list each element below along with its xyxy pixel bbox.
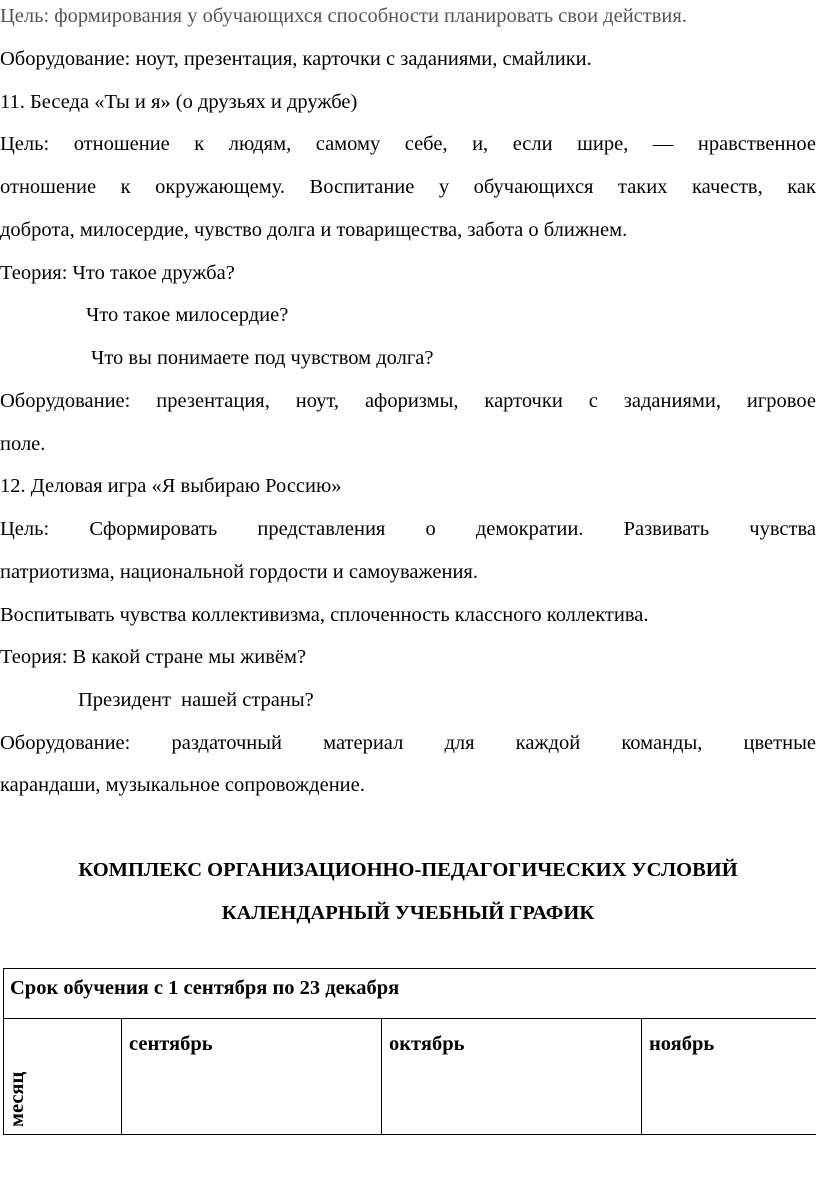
word: к bbox=[120, 176, 131, 198]
word: демократии. bbox=[475, 518, 584, 540]
goal-planning-line: Цель: формирования у обучающихся способности планировать свои действия. bbox=[0, 5, 687, 27]
column-divider bbox=[641, 1019, 642, 1134]
schedule-table bbox=[3, 968, 816, 1135]
word: презентация, bbox=[156, 390, 270, 412]
word: материал bbox=[323, 732, 404, 754]
theory-line-11b: Что такое милосердие? bbox=[86, 304, 289, 326]
word: — bbox=[652, 133, 674, 155]
month-row-label: месяц bbox=[6, 1071, 28, 1127]
equipment-line-11a bbox=[0, 388, 816, 414]
goal-line-11a bbox=[0, 131, 816, 157]
word: заданиями, bbox=[623, 390, 721, 412]
word: шире, bbox=[577, 133, 629, 155]
word: с bbox=[588, 390, 598, 412]
word: у bbox=[438, 176, 450, 198]
section-heading: КОМПЛЕКС ОРГАНИЗАЦИОННО-ПЕДАГОГИЧЕСКИХ УСЛОВИЙ bbox=[78, 859, 738, 881]
word: окружающему. bbox=[155, 176, 286, 198]
column-divider bbox=[381, 1019, 382, 1134]
theory-line-12a: Теория: В какой стране мы живём? bbox=[0, 646, 307, 668]
word: как bbox=[787, 176, 816, 198]
equipment-line-1: Оборудование: ноут, презентация, карточки с заданиями, смайлики. bbox=[0, 48, 592, 70]
word: Сформировать bbox=[89, 518, 218, 540]
word: людям, bbox=[228, 133, 292, 155]
word: карточки bbox=[484, 390, 563, 412]
word: нравственное bbox=[697, 133, 816, 155]
equipment-line-11b: поле. bbox=[0, 433, 46, 455]
word: Развивать bbox=[623, 518, 710, 540]
word: игровое bbox=[746, 390, 816, 412]
word: каждой bbox=[515, 732, 581, 754]
item-11-title: 11. Беседа «Ты и я» (о друзьях и дружбе) bbox=[0, 91, 358, 113]
word: цветные bbox=[743, 732, 816, 754]
word: Воспитание bbox=[309, 176, 415, 198]
word: Оборудование: bbox=[0, 732, 131, 754]
column-divider bbox=[121, 1019, 122, 1134]
word: если bbox=[512, 133, 553, 155]
word: и, bbox=[472, 133, 489, 155]
table-header-row bbox=[4, 969, 816, 1019]
word: Цель: bbox=[0, 518, 50, 540]
word: качеств, bbox=[692, 176, 763, 198]
word: представления bbox=[257, 518, 386, 540]
word: таких bbox=[618, 176, 668, 198]
goal-line-12a bbox=[0, 516, 816, 542]
word: Цель: bbox=[0, 133, 50, 155]
word: команды, bbox=[621, 732, 703, 754]
month-cell-october: октябрь bbox=[389, 1033, 465, 1055]
word: себе, bbox=[404, 133, 448, 155]
goal-line-12c: Воспитывать чувства коллективизма, сплоченность классного коллектива. bbox=[0, 604, 649, 626]
word: раздаточный bbox=[171, 732, 282, 754]
word: отношение bbox=[73, 133, 170, 155]
goal-line-11c: доброта, милосердие, чувство долга и товарищества, забота о ближнем. bbox=[0, 219, 628, 241]
word: обучающихся bbox=[473, 176, 594, 198]
schedule-heading: КАЛЕНДАРНЫЙ УЧЕБНЫЙ ГРАФИК bbox=[221, 902, 595, 924]
month-cell-september: сентябрь bbox=[129, 1033, 213, 1055]
month-cell-november: ноябрь bbox=[649, 1033, 715, 1055]
item-12-title: 12. Деловая игра «Я выбираю Россию» bbox=[0, 475, 342, 497]
theory-line-11a: Теория: Что такое дружба? bbox=[0, 262, 235, 284]
word: афоризмы, bbox=[364, 390, 459, 412]
equipment-line-12a bbox=[0, 730, 816, 756]
theory-line-11c: Что вы понимаете под чувством долга? bbox=[91, 347, 434, 369]
table-header-cell: Срок обучения с 1 сентября по 23 декабря bbox=[10, 977, 400, 999]
word: о bbox=[425, 518, 436, 540]
word: Оборудование: bbox=[0, 390, 131, 412]
word: к bbox=[194, 133, 205, 155]
equipment-line-12b: карандаши, музыкальное сопровождение. bbox=[0, 774, 365, 796]
word: самому bbox=[315, 133, 381, 155]
theory-line-12b: Президент нашей страны? bbox=[78, 689, 314, 711]
word: ноут, bbox=[295, 390, 340, 412]
word: для bbox=[444, 732, 475, 754]
word: чувства bbox=[749, 518, 816, 540]
goal-line-12b: патриотизма, национальной гордости и самоуважения. bbox=[0, 561, 478, 583]
word: отношение bbox=[0, 176, 97, 198]
goal-line-11b bbox=[0, 174, 816, 200]
